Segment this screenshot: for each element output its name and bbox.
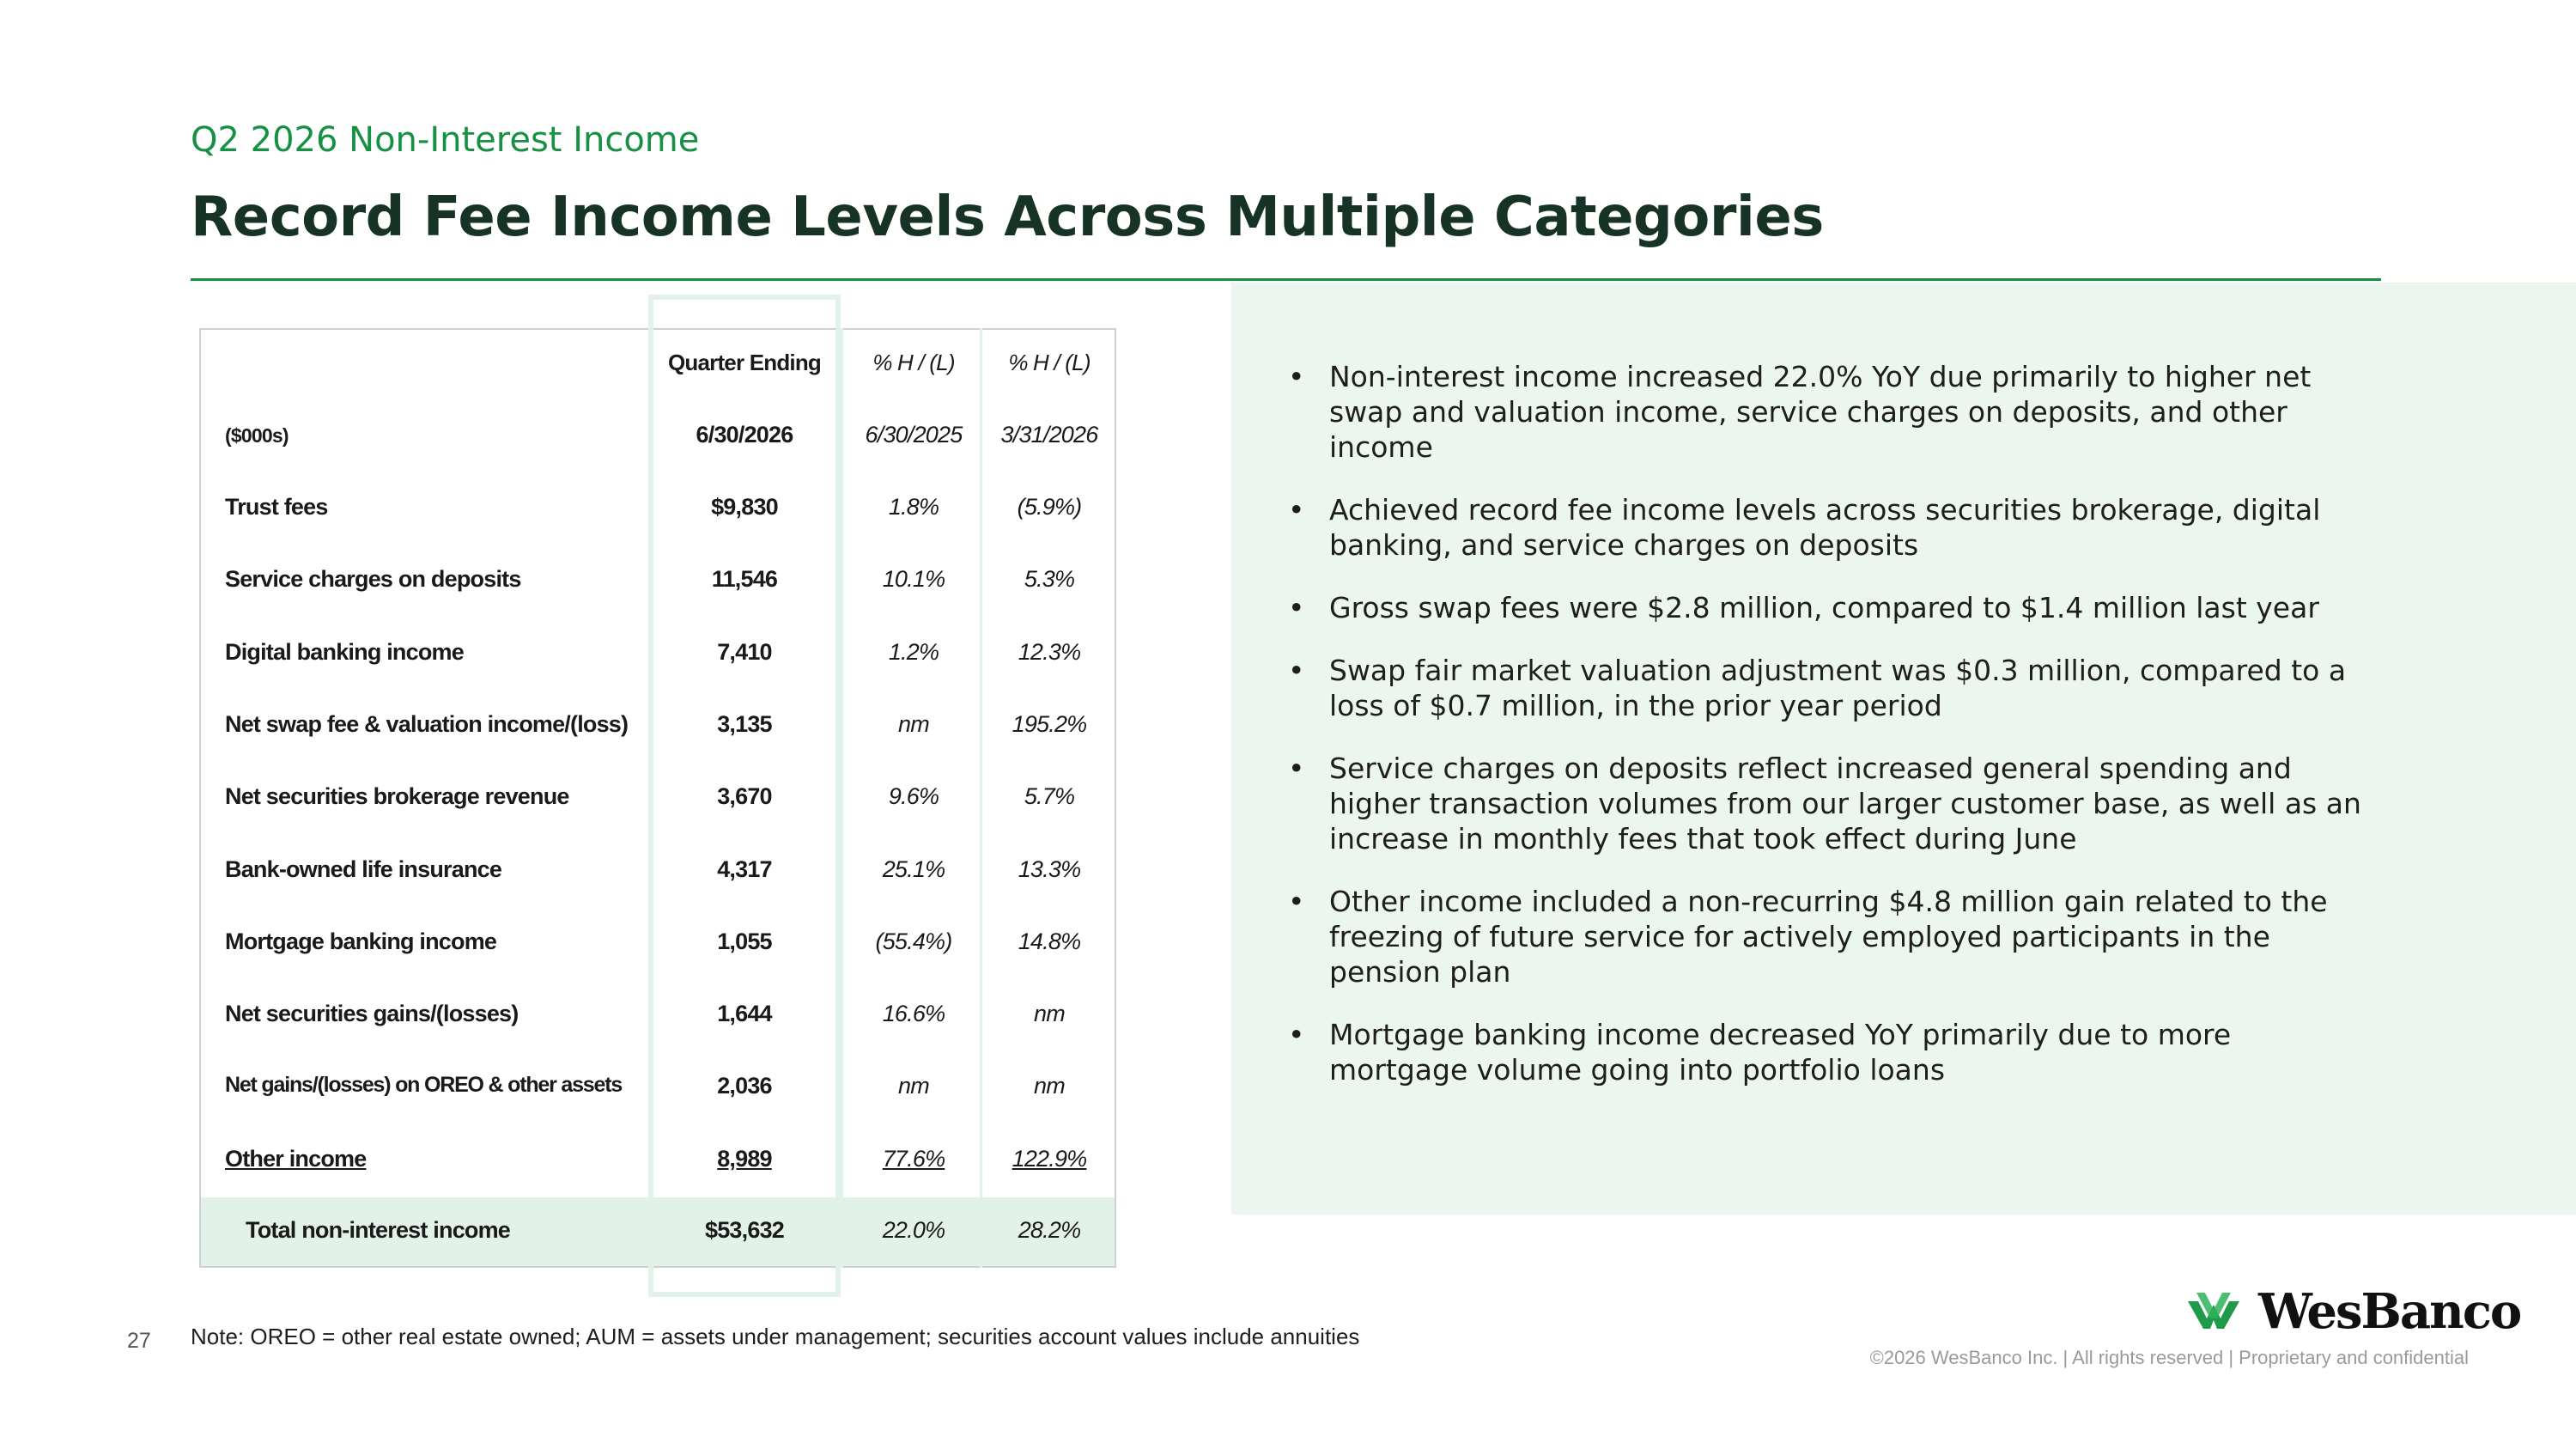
col-header-pct-yoy: % H / (L) <box>872 350 955 375</box>
bullet-icon: • <box>1288 752 1305 785</box>
copyright-notice: ©2026 WesBanco Inc. | All rights reserved | Proprietary and confidential <box>1869 1347 2469 1368</box>
row-pct-yoy: 16.6% <box>882 1001 945 1026</box>
commentary-bullets <box>1288 359 2370 1115</box>
logo-wordmark: WesBanco <box>2258 1283 2521 1340</box>
bullet-text: Service charges on deposits reflect increased general spending and higher transaction volumes from our larger customer base, as well as an increase in monthly fees that took effect during June <box>1329 752 2361 855</box>
bullet-icon: • <box>1288 1018 1305 1051</box>
row-pct-yoy: nm <box>898 1073 929 1099</box>
row-label: Net gains/(losses) on OREO & other assets <box>225 1073 623 1097</box>
bullet-text: Non-interest income increased 22.0% YoY due primarily to higher net swap and valuation income, service charges on deposits, and other income <box>1329 360 2312 464</box>
bullet-icon: • <box>1288 654 1305 687</box>
bullet-text: Other income included a non-recurring $4.8 million gain related to the freezing of future service for actively employed participants in the pension plan <box>1329 885 2328 989</box>
units-label: ($000s) <box>225 424 289 447</box>
total-label: Total non-interest income <box>246 1217 511 1243</box>
row-pct-qoq: nm <box>1034 1073 1065 1099</box>
total-pct-qoq: 28.2% <box>1018 1217 1081 1243</box>
row-pct-yoy: nm <box>898 711 929 737</box>
date-current: 6/30/2026 <box>696 422 793 447</box>
row-pct-yoy: (55.4%) <box>875 928 952 954</box>
commentary-bullet <box>1288 884 2370 989</box>
bullet-text: Gross swap fees were $2.8 million, compared to $1.4 million last year <box>1329 591 2319 624</box>
row-value: 3,670 <box>717 783 772 809</box>
row-pct-yoy: 1.2% <box>888 639 939 665</box>
bullet-icon: • <box>1288 591 1305 624</box>
row-label: Other income <box>225 1146 367 1172</box>
bullet-icon: • <box>1288 493 1305 527</box>
row-value: 3,135 <box>717 711 772 737</box>
commentary-bullet <box>1288 653 2370 723</box>
wesbanco-logo <box>2188 1283 2521 1340</box>
row-pct-yoy: 77.6% <box>882 1146 945 1172</box>
row-value: 7,410 <box>717 639 772 665</box>
commentary-bullet <box>1288 751 2370 856</box>
total-pct-yoy: 22.0% <box>882 1217 945 1243</box>
row-value: $9,830 <box>711 494 778 520</box>
row-pct-yoy: 25.1% <box>882 856 945 882</box>
row-label: Service charges on deposits <box>225 566 521 592</box>
commentary-bullet <box>1288 492 2370 563</box>
bullet-text: Swap fair market valuation adjustment was $0.3 million, compared to a loss of $0.7 million, in the prior year period <box>1329 654 2347 722</box>
row-label: Trust fees <box>225 494 328 520</box>
commentary-bullet <box>1288 1017 2370 1087</box>
total-value: $53,632 <box>705 1217 784 1243</box>
slide-title: Record Fee Income Levels Across Multiple Categories <box>191 186 1824 249</box>
bullet-text: Achieved record fee income levels across securities brokerage, digital banking, and service charges on deposits <box>1329 493 2321 562</box>
row-pct-qoq: 195.2% <box>1012 711 1087 737</box>
row-label: Net securities brokerage revenue <box>225 783 569 809</box>
row-pct-qoq: nm <box>1034 1001 1065 1026</box>
row-pct-yoy: 1.8% <box>888 494 939 520</box>
row-label: Net securities gains/(losses) <box>225 1001 519 1026</box>
row-pct-qoq: 14.8% <box>1018 928 1081 954</box>
row-pct-qoq: 122.9% <box>1012 1146 1087 1172</box>
row-pct-yoy: 9.6% <box>888 783 939 809</box>
row-value: 11,546 <box>711 566 778 592</box>
page-number: 27 <box>127 1329 151 1353</box>
row-pct-yoy: 10.1% <box>882 566 945 592</box>
footnote: Note: OREO = other real estate owned; AUM = assets under management; securities account values include annuities <box>191 1324 1360 1349</box>
row-pct-qoq: 13.3% <box>1018 856 1081 882</box>
commentary-bullet <box>1288 359 2370 465</box>
row-value: 1,055 <box>717 928 772 954</box>
row-label: Mortgage banking income <box>225 928 497 954</box>
row-value: 4,317 <box>717 856 772 882</box>
bullet-icon: • <box>1288 360 1305 393</box>
row-value: 1,644 <box>717 1001 772 1026</box>
row-label: Net swap fee & valuation income/(loss) <box>225 711 629 737</box>
bullet-text: Mortgage banking income decreased YoY primarily due to more mortgage volume going into portfolio loans <box>1329 1018 2232 1087</box>
col-header-quarter-ending: Quarter Ending <box>667 350 822 375</box>
title-divider <box>191 278 2381 281</box>
row-label: Digital banking income <box>225 639 464 665</box>
bullet-icon: • <box>1288 885 1305 918</box>
column-separator <box>841 328 843 1268</box>
commentary-bullet <box>1288 590 2370 625</box>
row-pct-qoq: 5.7% <box>1024 783 1075 809</box>
row-value: 2,036 <box>717 1073 772 1099</box>
date-prior-year: 6/30/2025 <box>865 422 963 447</box>
date-prior-quarter: 3/31/2026 <box>1000 422 1098 447</box>
row-label: Bank-owned life insurance <box>225 856 502 882</box>
row-pct-qoq: 5.3% <box>1024 566 1075 592</box>
wesbanco-w-logo-icon <box>2188 1293 2246 1330</box>
row-pct-qoq: (5.9%) <box>1017 494 1082 520</box>
col-header-pct-qoq: % H / (L) <box>1008 350 1091 375</box>
slide-subtitle: Q2 2026 Non-Interest Income <box>191 120 700 160</box>
row-value: 8,989 <box>717 1146 772 1172</box>
row-pct-qoq: 12.3% <box>1018 639 1081 665</box>
